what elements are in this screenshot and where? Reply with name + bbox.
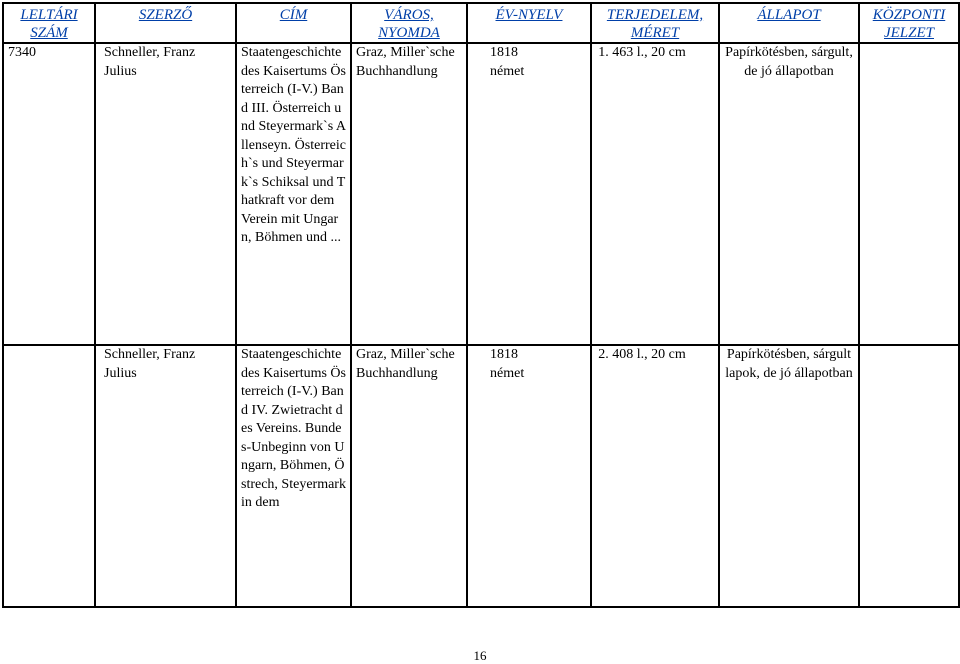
header-leltari-szam: LELTÁRI SZÁM — [3, 3, 95, 43]
cell-kozponti-jelzet — [859, 345, 959, 607]
cell-ev-nyelv: 1818 német — [467, 345, 591, 607]
page-number: 16 — [473, 648, 487, 663]
cell-szerzo: Schneller, Franz Julius — [95, 345, 236, 607]
header-row — [3, 3, 959, 43]
cell-cim: Staatengeschichte des Kaisertums Österreich (I-V.) Band IV. Zwietracht des Vereins. Bundes-Unbeginn von Ungarn, Böhmen, Östrech, Steyermark in dem — [236, 345, 351, 607]
cell-ev-nyelv: 1818 német — [467, 43, 591, 345]
cell-terjedelem: 1. 463 l., 20 cm — [591, 43, 719, 345]
table-row — [3, 345, 959, 607]
cell-leltari-szam — [3, 345, 95, 607]
cell-szerzo: Schneller, Franz Julius — [95, 43, 236, 345]
header-kozponti-jelzet: KÖZPONTI JELZET — [859, 3, 959, 43]
cell-kozponti-jelzet — [859, 43, 959, 345]
cell-varos-nyomda: Graz, Miller`sche Buchhandlung — [351, 43, 467, 345]
cell-leltari-szam: 7340 — [3, 43, 95, 345]
cell-terjedelem: 2. 408 l., 20 cm — [591, 345, 719, 607]
header-ev-nyelv: ÉV-NYELV — [467, 3, 591, 43]
header-szerzo: SZERZŐ — [95, 3, 236, 43]
header-varos-nyomda: VÁROS, NYOMDA — [351, 3, 467, 43]
catalog-table — [2, 2, 960, 608]
header-terjedelem: TERJEDELEM, MÉRET — [591, 3, 719, 43]
header-allapot: ÁLLAPOT — [719, 3, 859, 43]
cell-allapot: Papírkötésben, sárgult lapok, de jó állapotban — [719, 345, 859, 607]
cell-cim: Staatengeschichte des Kaisertums Österreich (I-V.) Band III. Österreich und Steyermark`s Allenseyn. Österreich`s und Steyermark`s Schiksal und Thatkraft vor dem Verein mit Ungarn, Böhmen und ... — [236, 43, 351, 345]
cell-varos-nyomda: Graz, Miller`sche Buchhandlung — [351, 345, 467, 607]
header-cim: CÍM — [236, 3, 351, 43]
cell-allapot: Papírkötésben, sárgult, de jó állapotban — [719, 43, 859, 345]
table-row — [3, 43, 959, 345]
